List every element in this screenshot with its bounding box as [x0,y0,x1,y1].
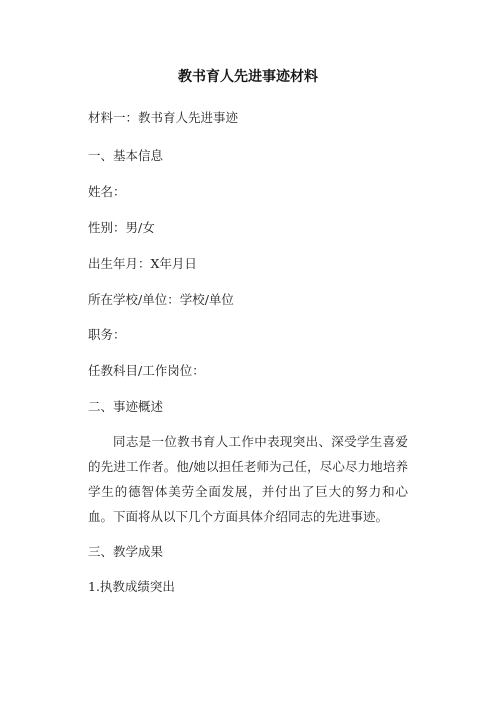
material-subtitle: 材料一：教书育人先进事迹 [88,110,239,125]
field-school: 所在学校/单位：学校/单位 [88,292,234,307]
document-title: 教书育人先进事迹材料 [178,69,318,85]
section-heading-overview: 二、事迹概述 [88,399,164,414]
results-item-1: 1.执教成绩突出 [88,579,175,594]
field-subject: 任教科目/工作岗位： [88,363,205,378]
section-heading-results: 三、教学成果 [88,544,164,559]
section-heading-basic-info: 一、基本信息 [88,148,164,163]
field-position: 职务： [88,327,126,342]
field-name: 姓名： [88,184,126,199]
overview-paragraph: 同志是一位教书育人工作中表现突出、深受学生喜爱的先进工作者。他/她以担任老师为己任，尽心尽力地培养学生的德智体美劳全面发展，并付出了巨大的努力和心血。下面将从以下几个方面具体介绍同志的先进事迹。 [88,434,408,524]
field-gender: 性别：男/女 [88,220,155,235]
field-birth-date: 出生年月：X年月日 [88,256,197,271]
